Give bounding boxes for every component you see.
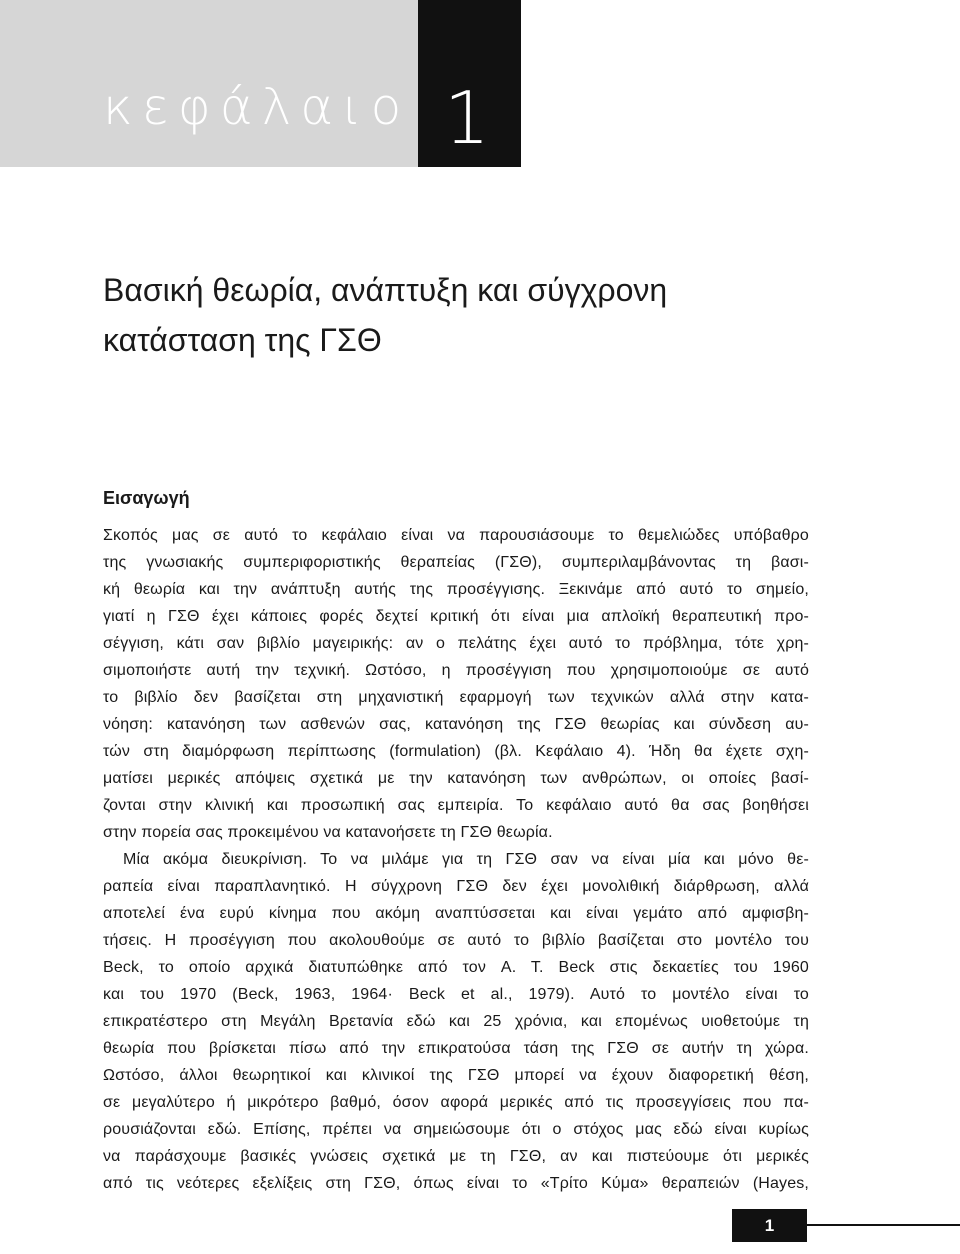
section-heading: Εισαγωγή <box>103 488 190 508</box>
body-line: νόηση: κατανόηση των ασθενών σας, κατανόηση της ΓΣΘ θεωρίας και σύνδεση αυ- <box>103 716 809 733</box>
chapter-number: 1 <box>444 76 490 160</box>
body-line: σε μεγαλύτερο ή μικρότερο βαθμό, όσον αφορά μερικές από τις προσεγγίσεις που πα- <box>103 1094 809 1111</box>
body-line: στην πορεία σας προκειμένου να κατανοήσετε τη ΓΣΘ θεωρία. <box>103 824 553 841</box>
body-line: σιμοποιήστε αυτή την τεχνική. Ωστόσο, η προσέγγιση που χρησιμοποιούμε σε αυτό <box>103 662 809 679</box>
chapter-title-line-1: Βασική θεωρία, ανάπτυξη και σύγχρονη <box>103 272 668 309</box>
body-line: επικρατέστερο στη Μεγάλη Βρετανία εδώ και 25 χρόνια, και επομένως υιοθετούμε τη <box>103 1013 809 1030</box>
body-line: αποτελεί ένα ευρύ κίνημα που ακόμη αναπτύσσεται και είναι γεμάτο από αμφισβη- <box>103 905 809 922</box>
body-line: ζονται στην κλινική και προσωπική σας εμπειρία. Το κεφάλαιο αυτό θα σας βοηθήσει <box>103 797 809 814</box>
footer-rule <box>807 1224 960 1226</box>
body-line: τήσεις. Η προσέγγιση που ακολουθούμε σε αυτό το βιβλίο βασίζεται στο μοντέλο του <box>103 932 809 949</box>
body-line: το βιβλίο δεν βασίζεται στη μηχανιστική εφαρμογή των τεχνικών αλλά στην κατα- <box>103 689 809 706</box>
body-line: θεωρία που βρίσκεται πίσω από την επικρατούσα τάση της ΓΣΘ σε αυτήν τη χώρα. <box>103 1040 809 1057</box>
body-line: ραπεία είναι παραπλανητικό. Η σύγχρονη ΓΣΘ δεν έχει μονολιθική διάρθρωση, αλλά <box>103 878 809 895</box>
body-line: Μία ακόμα διευκρίνιση. Το να μιλάμε για τη ΓΣΘ σαν να είναι μία και μόνο θε- <box>123 851 809 868</box>
body-line: και του 1970 (Beck, 1963, 1964· Beck et al., 1979). Αυτό το μοντέλο είναι το <box>103 986 809 1003</box>
body-line: ρουσιάζονται εδώ. Επίσης, πρέπει να σημειώσουμε ότι ο στόχος μας εδώ είναι κυρίως <box>103 1121 809 1138</box>
body-line: από τις νεότερες εξελίξεις στη ΓΣΘ, όπως είναι το «Τρίτο Κύμα» θεραπειών (Hayes, <box>103 1175 809 1192</box>
body-line: τών στη διαμόρφωση περίπτωσης (formulation) (βλ. Κεφάλαιο 4). Ήδη θα έχετε σχη- <box>103 743 809 760</box>
body-line: της γνωσιακής συμπεριφοριστικής θεραπείας (ΓΣΘ), συμπεριλαμβάνοντας τη βασι- <box>103 554 809 571</box>
page-number: 1 <box>764 1216 775 1235</box>
body-line: γιατί η ΓΣΘ έχει κάποιες φορές δεχτεί κριτική ότι είναι μια απλοϊκή θεραπευτική προ- <box>103 608 809 625</box>
chapter-title-line-2: κατάσταση της ΓΣΘ <box>103 322 382 359</box>
body-line: να παράσχουμε βασικές γνώσεις σχετικά με τη ΓΣΘ, αν και πιστεύουμε ότι μερικές <box>103 1148 809 1165</box>
body-line: κή θεωρία και την ανάπτυξη αυτής της προσέγγισης. Ξεκινάμε από αυτό το σημείο, <box>103 581 809 598</box>
body-line: Beck, το οποίο αρχικά διατυπώθηκε από τον A. T. Beck στις δεκαετίες του 1960 <box>103 959 809 976</box>
body-line: Σκοπός μας σε αυτό το κεφάλαιο είναι να παρουσιάσουμε το θεμελιώδες υπόβαθρο <box>103 527 809 544</box>
body-line: ματίσει μερικές απόψεις σχετικά με την κατανόηση των ανθρώπων, οι οποίες βασί- <box>103 770 809 787</box>
body-line: σέγγιση, κάτι σαν βιβλίο μαγειρικής: αν ο πελάτης έχει αυτό το πρόβλημα, τότε χρη- <box>103 635 809 652</box>
body-line: Ωστόσο, άλλοι θεωρητικοί και κλινικοί της ΓΣΘ μπορεί να έχουν διαφορετική θέση, <box>103 1067 809 1084</box>
chapter-title <box>103 265 823 365</box>
body-text <box>103 522 809 1197</box>
chapter-label: κεφάλαιο <box>103 78 411 136</box>
